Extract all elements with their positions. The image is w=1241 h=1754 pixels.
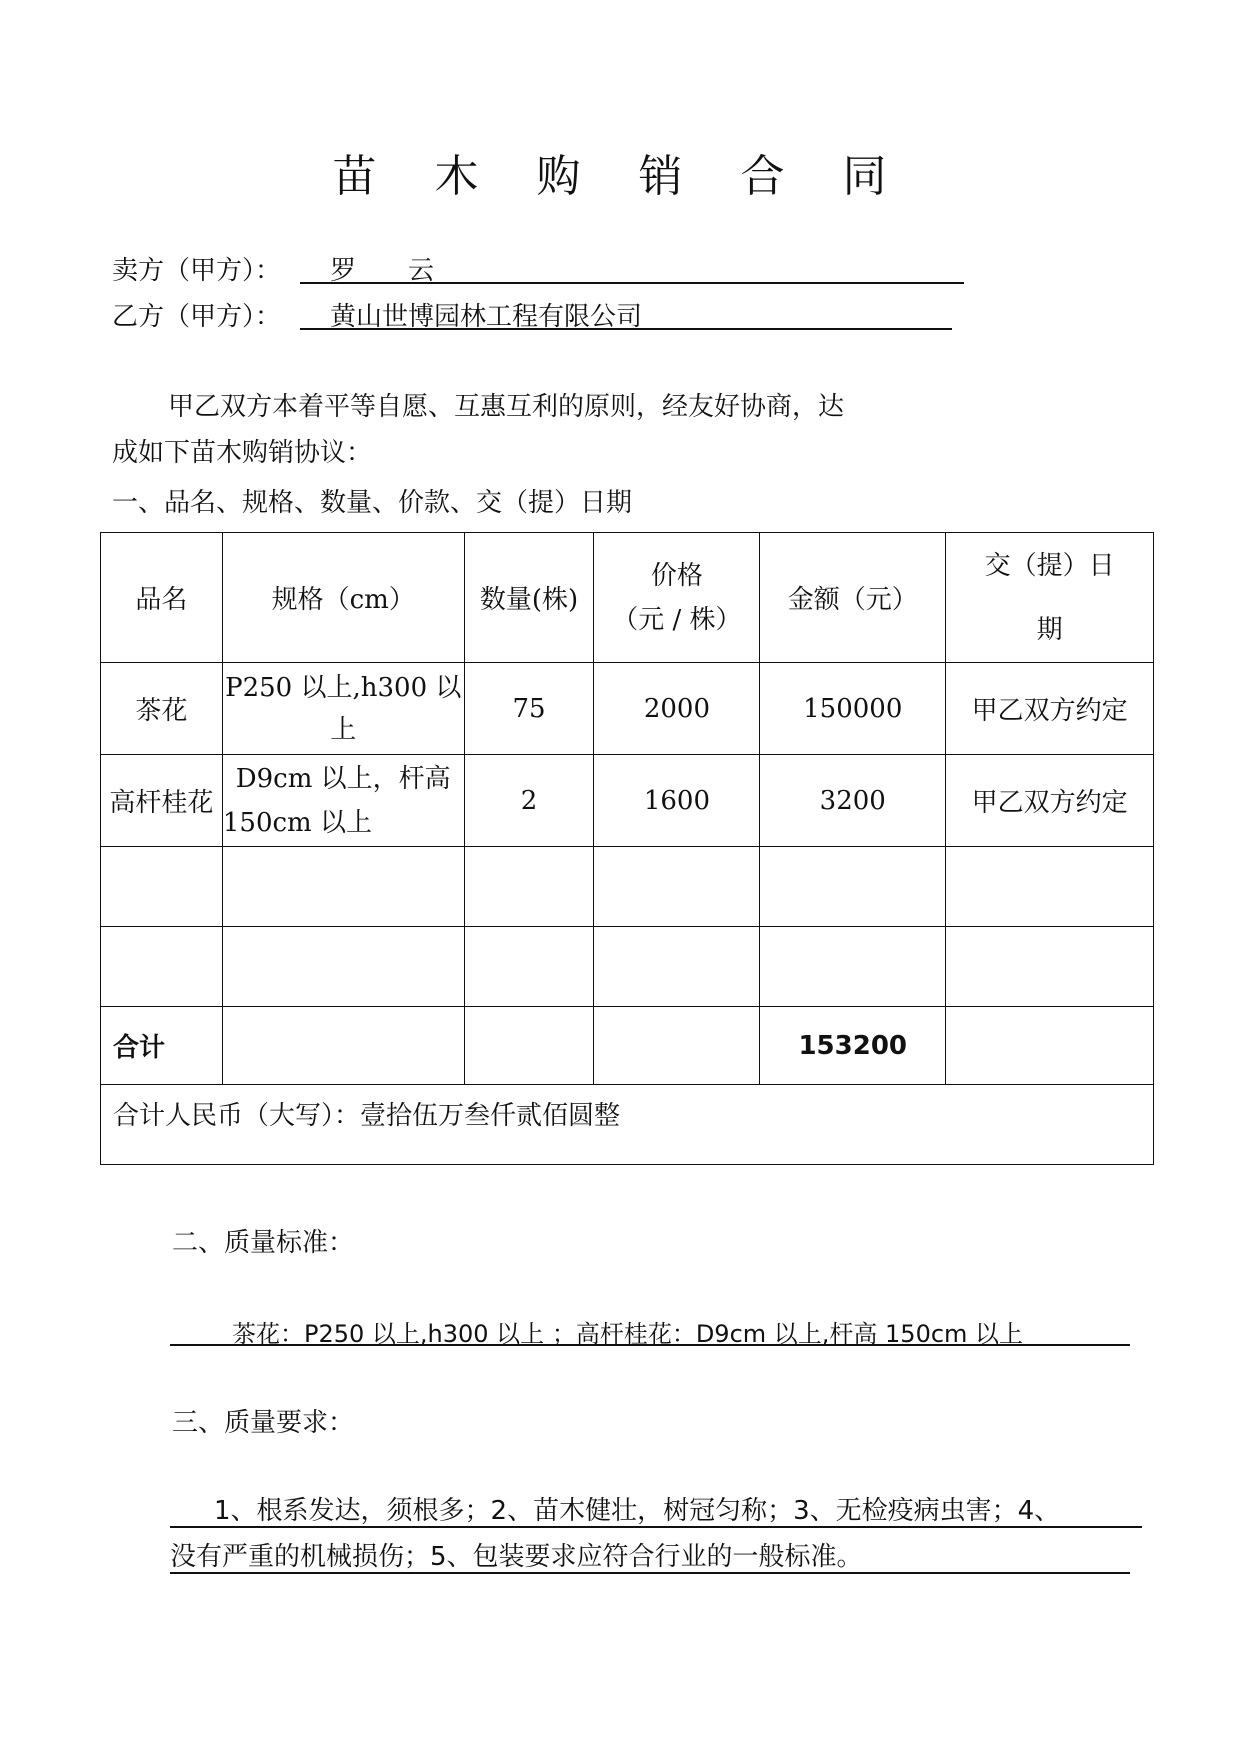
total-label: 合计 [101, 1007, 223, 1085]
empty-cell [222, 1007, 464, 1085]
row-spec: P250 以上,h300 以上 [222, 663, 464, 755]
row-date: 甲乙双方约定 [946, 663, 1154, 755]
seller-underline [300, 282, 964, 284]
row-price: 1600 [594, 755, 760, 847]
buyer-name: 黄山世博园林工程有限公司 [330, 302, 643, 332]
empty-cell [464, 1007, 594, 1085]
row-name: 茶花 [101, 663, 223, 755]
buyer-label: 乙方（甲方）： [112, 302, 282, 332]
goods-table [100, 532, 1154, 1165]
header-spec: 规格（cm） [222, 533, 464, 663]
section-2-heading: 二、质量标准： [172, 1228, 355, 1258]
header-price [594, 533, 760, 663]
table-row [101, 755, 1154, 847]
row-spec: D9cm 以上，杆高 150cm 以上 [222, 755, 464, 847]
section-3-heading: 三、质量要求： [172, 1408, 355, 1438]
table-total-row [101, 1007, 1154, 1085]
empty-cell [464, 927, 594, 1007]
standard-underline [170, 1344, 1130, 1346]
header-price-line-2: （元 / 株） [612, 604, 742, 635]
empty-cell [101, 927, 223, 1007]
header-name: 品名 [101, 533, 223, 663]
rmb-total: 合计人民币（大写）：壹拾伍万叁仟贰佰圆整 [101, 1085, 1154, 1165]
intro-line-1: 甲乙双方本着平等自愿、互惠互利的原则，经友好协商，达 [168, 392, 845, 422]
requirement-underline-2 [170, 1572, 1130, 1574]
table-row-empty [101, 927, 1154, 1007]
row-price: 2000 [594, 663, 760, 755]
seller-name: 罗 云 [330, 256, 435, 286]
table-row [101, 663, 1154, 755]
empty-cell [594, 847, 760, 927]
empty-cell [760, 847, 946, 927]
header-price-line-1: 价格 [650, 560, 703, 591]
row-name: 高杆桂花 [101, 755, 223, 847]
row-amount: 150000 [760, 663, 946, 755]
row-date: 甲乙双方约定 [946, 755, 1154, 847]
empty-cell [464, 847, 594, 927]
empty-cell [101, 847, 223, 927]
row-qty: 75 [464, 663, 594, 755]
empty-cell [760, 927, 946, 1007]
document-title: 苗 木 购 销 合 同 [332, 151, 909, 202]
header-date-line-1: 交（提）日 [984, 550, 1115, 581]
total-amount: 153200 [760, 1007, 946, 1085]
table-row-empty [101, 847, 1154, 927]
empty-cell [222, 847, 464, 927]
requirement-line-2: 没有严重的机械损伤；5、包装要求应符合行业的一般标准。 [170, 1542, 863, 1572]
table-header-row [101, 533, 1154, 663]
empty-cell [946, 847, 1154, 927]
table-rmb-row [101, 1085, 1154, 1165]
row-qty: 2 [464, 755, 594, 847]
header-amount: 金额（元） [760, 533, 946, 663]
empty-cell [594, 1007, 760, 1085]
requirement-underline-1 [170, 1526, 1142, 1528]
empty-cell [594, 927, 760, 1007]
empty-cell [946, 927, 1154, 1007]
header-date [946, 533, 1154, 663]
section-1-heading: 一、品名、规格、数量、价款、交（提）日期 [112, 488, 633, 518]
empty-cell [946, 1007, 1154, 1085]
buyer-underline [300, 328, 952, 330]
header-qty: 数量(株) [464, 533, 594, 663]
seller-label: 卖方（甲方）： [112, 256, 282, 286]
header-date-line-2: 期 [1036, 614, 1063, 645]
row-amount: 3200 [760, 755, 946, 847]
quality-standard-text: 茶花：P250 以上,h300 以上 ；高杆桂花：D9cm 以上,杆高 150cm 以上 [232, 1320, 1024, 1348]
intro-line-2: 成如下苗木购销协议： [112, 438, 373, 468]
requirement-line-1: 1、根系发达，须根多；2、苗木健壮，树冠匀称；3、无检疫病虫害；4、 [214, 1496, 1061, 1526]
empty-cell [222, 927, 464, 1007]
